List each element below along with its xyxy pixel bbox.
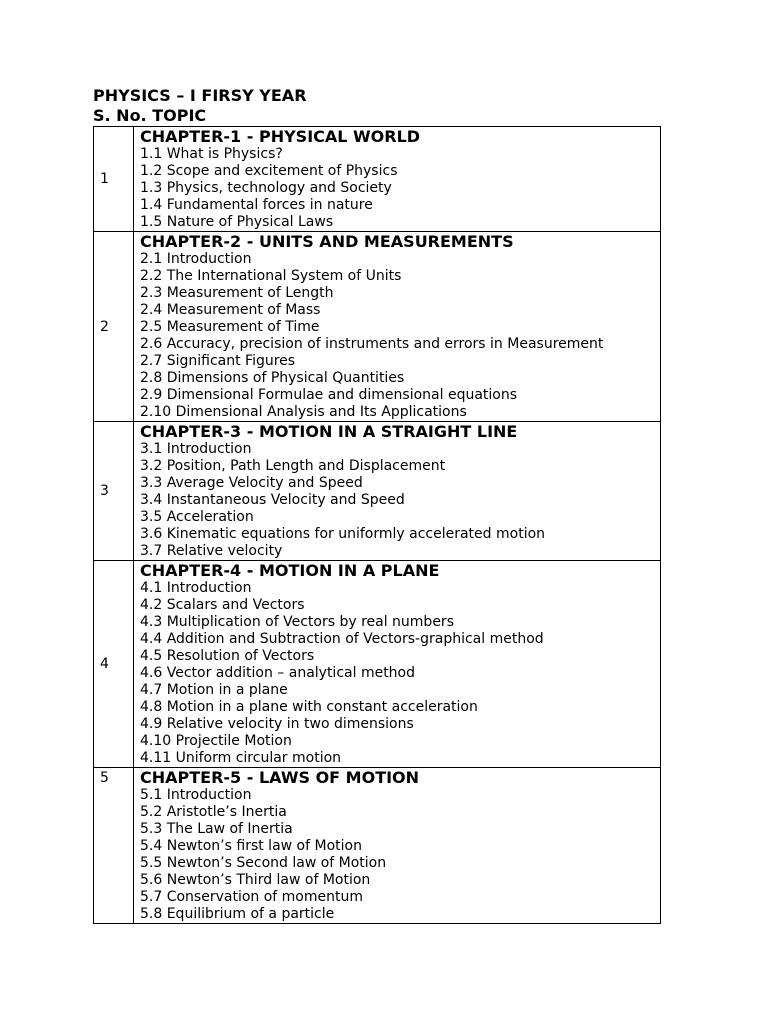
topic-item: 3.1 Introduction [140,441,252,457]
document-title: PHYSICS – I FIRSY YEAR [93,86,307,105]
topic-item: 4.2 Scalars and Vectors [140,597,305,613]
chapter-title: CHAPTER-5 - LAWS OF MOTION [140,768,420,787]
topic-item: 3.6 Kinematic equations for uniformly accelerated motion [140,526,546,542]
topic-item: 4.7 Motion in a plane [140,682,288,698]
topic-item: 2.2 The International System of Units [140,268,402,284]
topic-item: 1.4 Fundamental forces in nature [140,197,373,213]
topic-item: 5.1 Introduction [140,787,252,803]
topic-item: 4.4 Addition and Subtraction of Vectors-graphical method [140,631,544,647]
topic-item: 2.9 Dimensional Formulae and dimensional equations [140,387,518,403]
syllabus-table [93,126,661,924]
chapter-row [94,561,661,768]
topic-item: 3.5 Acceleration [140,509,254,525]
chapter-row [94,422,661,561]
topic-item: 4.11 Uniform circular motion [140,750,342,766]
topic-item: 2.8 Dimensions of Physical Quantities [140,370,405,386]
chapter-row [94,127,661,232]
serial-number: 4 [94,561,134,768]
topic-item: 3.2 Position, Path Length and Displacement [140,458,446,474]
chapter-cell [134,561,661,768]
topic-list [140,580,660,767]
topic-item: 4.6 Vector addition – analytical method [140,665,416,681]
topic-item: 1.5 Nature of Physical Laws [140,214,334,230]
topic-item: 1.3 Physics, technology and Society [140,180,392,196]
chapter-title: CHAPTER-1 - PHYSICAL WORLD [140,127,421,146]
chapter-title: CHAPTER-2 - UNITS AND MEASUREMENTS [140,232,514,251]
topic-item: 2.10 Dimensional Analysis and Its Applications [140,404,467,420]
topic-list [140,441,660,560]
topic-list [140,146,660,231]
topic-item: 2.5 Measurement of Time [140,319,320,335]
topic-item: 5.4 Newton’s first law of Motion [140,838,362,854]
topic-item: 5.2 Aristotle’s Inertia [140,804,287,820]
topic-list [140,787,660,923]
topic-item: 2.1 Introduction [140,251,252,267]
topic-item: 4.3 Multiplication of Vectors by real numbers [140,614,454,630]
topic-item: 5.3 The Law of Inertia [140,821,293,837]
topic-item: 3.3 Average Velocity and Speed [140,475,363,491]
chapter-title: CHAPTER-4 - MOTION IN A PLANE [140,561,440,580]
topic-item: 2.4 Measurement of Mass [140,302,321,318]
topic-item: 4.10 Projectile Motion [140,733,292,749]
chapter-row [94,232,661,422]
syllabus-page [93,86,663,924]
topic-item: 4.9 Relative velocity in two dimensions [140,716,414,732]
topic-list [140,251,660,421]
topic-item: 5.5 Newton’s Second law of Motion [140,855,387,871]
serial-number: 1 [94,127,134,232]
topic-item: 1.1 What is Physics? [140,146,283,162]
chapter-row [94,768,661,924]
topic-item: 3.7 Relative velocity [140,543,283,559]
topic-item: 2.3 Measurement of Length [140,285,334,301]
topic-item: 5.6 Newton’s Third law of Motion [140,872,371,888]
chapter-title: CHAPTER-3 - MOTION IN A STRAIGHT LINE [140,422,518,441]
topic-item: 1.2 Scope and excitement of Physics [140,163,398,179]
topic-item: 5.7 Conservation of momentum [140,889,363,905]
column-header: S. No. TOPIC [93,106,207,125]
topic-item: 2.6 Accuracy, precision of instruments and errors in Measurement [140,336,604,352]
serial-number: 2 [94,232,134,422]
serial-number: 3 [94,422,134,561]
chapter-cell [134,768,661,924]
topic-item: 4.5 Resolution of Vectors [140,648,315,664]
chapter-cell [134,422,661,561]
topic-item: 5.8 Equilibrium of a particle [140,906,335,922]
topic-item: 3.4 Instantaneous Velocity and Speed [140,492,405,508]
topic-item: 4.8 Motion in a plane with constant acceleration [140,699,478,715]
chapter-cell [134,232,661,422]
topic-item: 2.7 Significant Figures [140,353,296,369]
chapter-cell [134,127,661,232]
topic-item: 4.1 Introduction [140,580,252,596]
serial-number: 5 [94,768,134,924]
